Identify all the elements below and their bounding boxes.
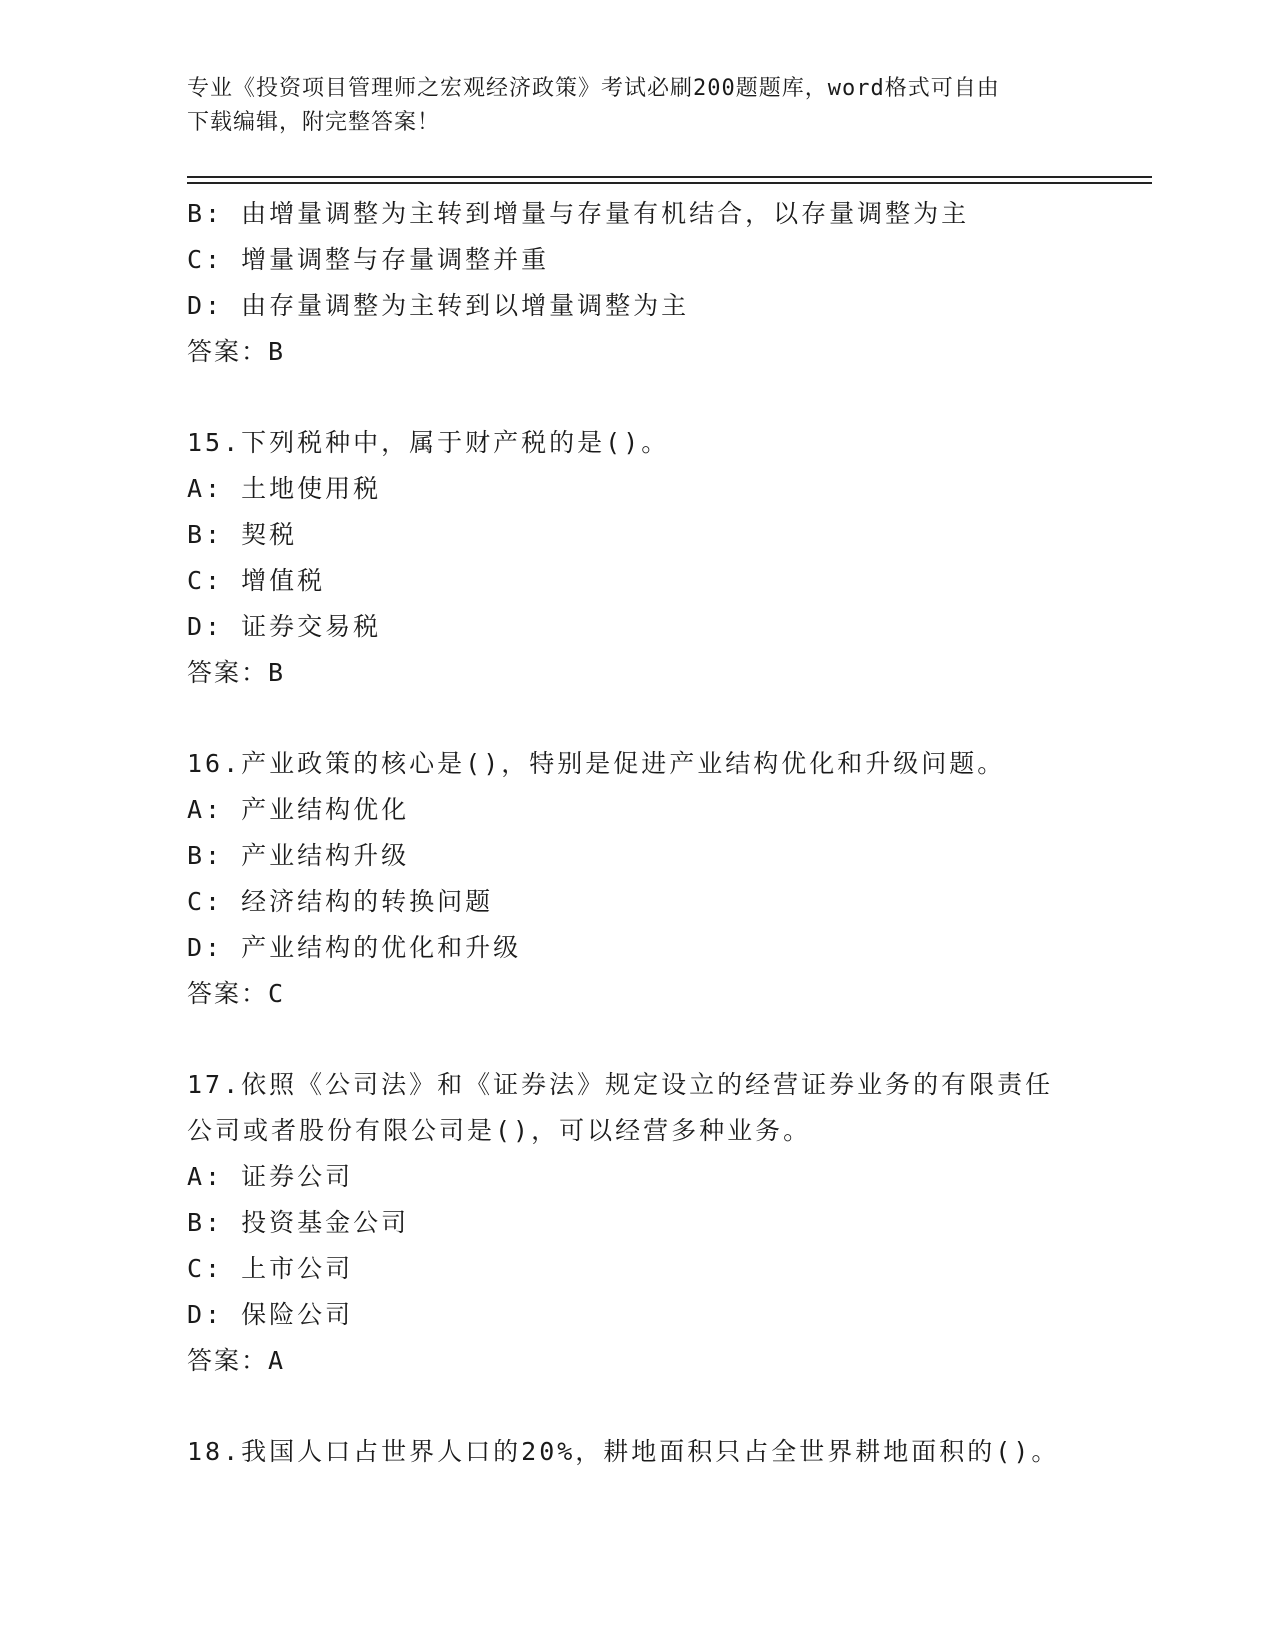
document-header xyxy=(187,72,1087,140)
answer-line: 答案：B xyxy=(187,658,286,687)
spacer xyxy=(187,696,1107,741)
spacer xyxy=(187,1017,1107,1062)
header-line-2: 下载编辑，附完整答案！ xyxy=(187,110,441,135)
option-c: C: 上市公司 xyxy=(187,1254,354,1283)
option-b: B: 契税 xyxy=(187,520,298,549)
answer-line: 答案：B xyxy=(187,337,286,366)
header-line-1: 专业《投资项目管理师之宏观经济政策》考试必刷200题题库，word格式可自由 xyxy=(187,76,1000,101)
option-c: C: 增值税 xyxy=(187,566,326,595)
option-b: B: 投资基金公司 xyxy=(187,1208,410,1237)
header-divider-bottom xyxy=(187,182,1152,184)
question-18 xyxy=(187,1429,1107,1475)
question-stem: 15.下列税种中，属于财产税的是()。 xyxy=(187,428,670,457)
option-c: C: 增量调整与存量调整并重 xyxy=(187,245,550,274)
answer-line: 答案：A xyxy=(187,1346,286,1375)
option-a: A: 证券公司 xyxy=(187,1162,354,1191)
spacer xyxy=(187,1384,1107,1429)
spacer xyxy=(187,375,1107,420)
question-partial xyxy=(187,191,1107,375)
header-divider-top xyxy=(187,176,1152,178)
option-a: A: 产业结构优化 xyxy=(187,795,410,824)
option-c: C: 经济结构的转换问题 xyxy=(187,887,494,916)
question-15 xyxy=(187,420,1107,696)
option-b: B: 由增量调整为主转到增量与存量有机结合，以存量调整为主 xyxy=(187,199,970,228)
question-17 xyxy=(187,1062,1107,1384)
option-d: D: 证券交易税 xyxy=(187,612,382,641)
question-stem-line-2: 公司或者股份有限公司是()，可以经营多种业务。 xyxy=(187,1116,812,1145)
option-b: B: 产业结构升级 xyxy=(187,841,410,870)
question-stem: 16.产业政策的核心是()，特别是促进产业结构优化和升级问题。 xyxy=(187,749,1006,778)
option-d: D: 产业结构的优化和升级 xyxy=(187,933,522,962)
question-stem-line-1: 17.依照《公司法》和《证券法》规定设立的经营证券业务的有限责任 xyxy=(187,1070,1054,1099)
option-a: A: 土地使用税 xyxy=(187,474,382,503)
question-list xyxy=(187,191,1107,1475)
option-d: D: 由存量调整为主转到以增量调整为主 xyxy=(187,291,690,320)
question-16 xyxy=(187,741,1107,1017)
question-stem: 18.我国人口占世界人口的20%，耕地面积只占全世界耕地面积的()。 xyxy=(187,1437,1060,1466)
answer-line: 答案：C xyxy=(187,979,286,1008)
option-d: D: 保险公司 xyxy=(187,1300,354,1329)
